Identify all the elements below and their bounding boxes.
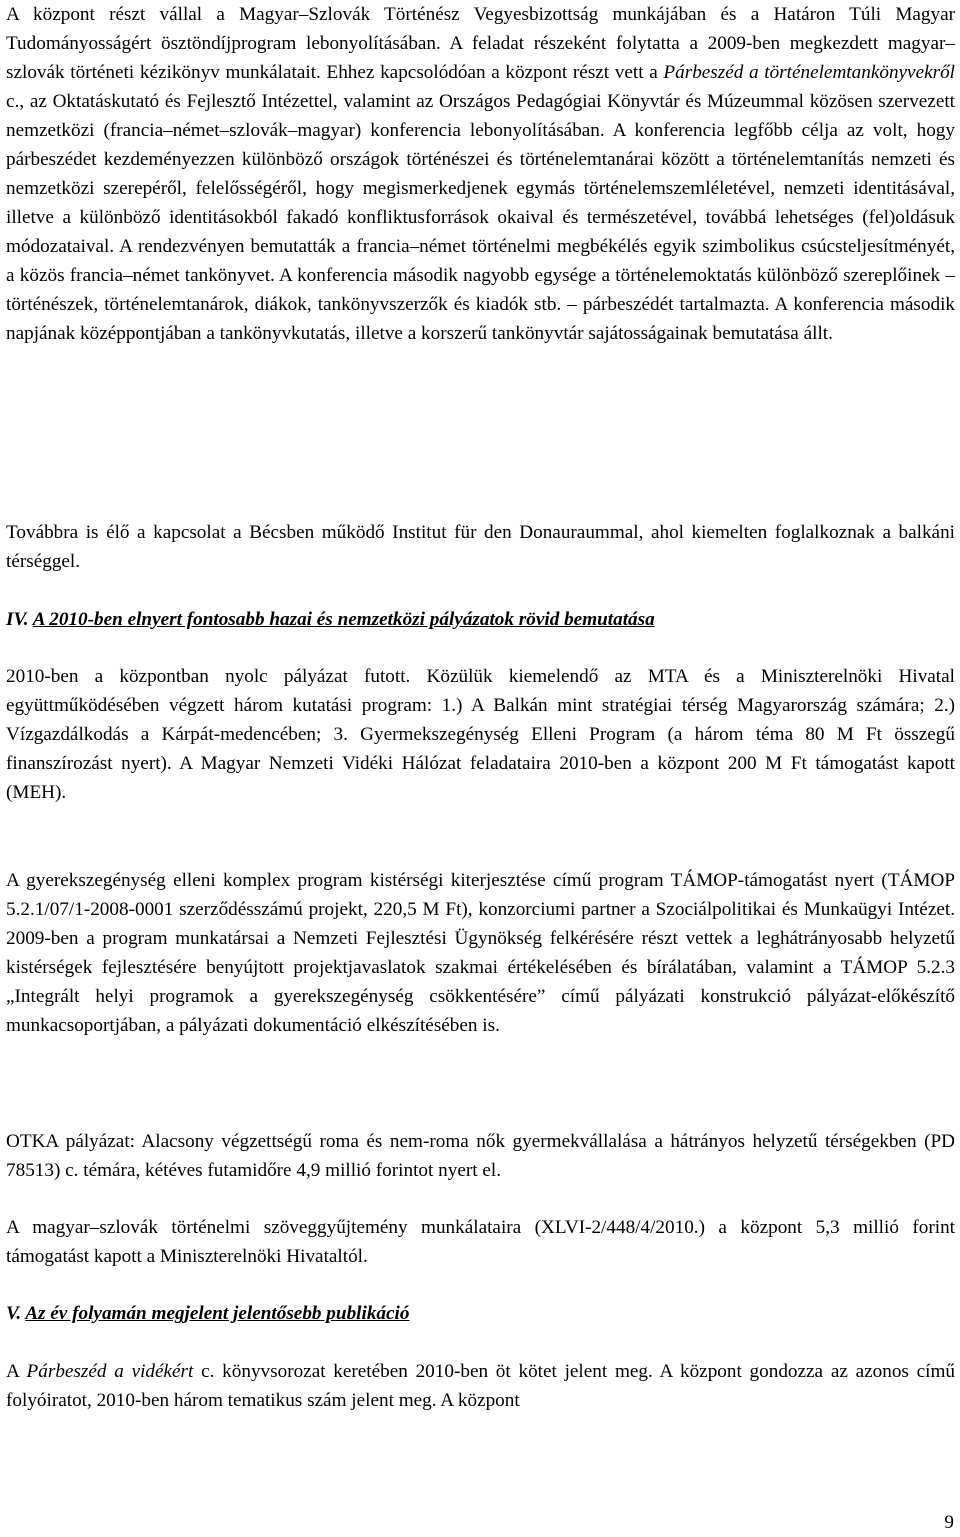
paragraph-applications: 2010-ben a központban nyolc pályázat futott. Közülük kiemelendő az MTA és a Miniszterelnöki Hivatal együttműködésében végzett három kutatási program: 1.) A Balkán mint stratégiai térség Magyarország számára; 2.) Vízgazdálkodás a Kárpát-medencében; 3. Gyermekszegénység Elleni Program (a három téma 80 M Ft összegű finanszírozást nyert). A Magyar Nemzeti Vidéki Hálózat feladataira 2010-ben a központ 200 M Ft támogatást kapott (MEH). — [6, 666, 955, 803]
paragraph-otka: OTKA pályázat: Alacsony végzettségű roma és nem-roma nők gyermekvállalása a hátrányos helyzetű térségekben (PD 78513) c. témára, kétéves futamidőre 4,9 millió forintot nyert el. — [6, 1131, 955, 1181]
section-number: IV. — [6, 609, 29, 630]
paragraph-tamop: A gyerekszegénység elleni komplex program kistérségi kiterjesztése című program TÁMOP-támogatást nyert (TÁMOP 5.2.1/07/1-2008-0001 szerződésszámú projekt, 220,5 M Ft), konzorciumi partner a Szociálpolitikai és Munkaügyi Intézet. 2009-ben a program munkatársai a Nemzeti Fejlesztési Ügynökség felkérésére részt vettek a leghátrányosabb helyzetű kistérségek fejlesztésére benyújtott projektjavaslatok szakmai értékelésében és bírálatában, valamint a TÁMOP 5.2.3 „Integrált helyi programok a gyerekszegénység csökkentésére” című pályázati konstrukció pályázat-előkészítő munkacsoportjában, a pályázati dokumentáció elkészítésében is. — [6, 870, 955, 1036]
paragraph-conference — [6, 0, 955, 348]
section-heading-iv — [6, 605, 655, 634]
italic-title: Párbeszéd a vidékért — [26, 1361, 194, 1382]
section-title: A 2010-ben elnyert fontosabb hazai és nemzetközi pályázatok rövid bemutatása — [32, 609, 655, 630]
paragraph-publications — [6, 1357, 955, 1415]
paragraph-sourcebook: A magyar–szlovák történelmi szöveggyűjtemény munkálataira (XLVI-2/448/4/2010.) a központ 5,3 millió forint támogatást kapott a Miniszterelnöki Hivataltól. — [6, 1217, 955, 1267]
page-number: 9 — [944, 1512, 954, 1533]
section-title: Az év folyamán megjelent jelentősebb publikáció — [25, 1303, 410, 1324]
section-number: V. — [6, 1303, 22, 1324]
paragraph-text: c., az Oktatáskutató és Fejlesztő Intézettel, valamint az Országos Pedagógiai Könyvtár és Múzeummal közösen szervezett nemzetközi (francia–német–szlovák–magyar) konferencia lebonyolításában. A konferencia legfőbb célja az volt, hogy párbeszédet kezdeményezzen különböző országok történészei és történelemtanárai között a történelemtanítás nemzeti és nemzetközi szerepéről, felelősségéről, hogy megismerkedjenek egymás történelemszemléletével, nemzeti identitásával, illetve a különböző identitásokból fakadó konfliktusforrások okaival és természetével, továbbá lehetséges (fel)oldásuk módozataival. A rendezvényen bemutatták a francia–német történelmi megbékélés egyik szimbolikus csúcsteljesítményét, a közös francia–német tankönyvet. A konferencia második nagyobb egysége a történelemoktatás különböző szereplőinek – történészek, történelemtanárok, diákok, tankönyvszerzők és kiadók stb. – párbeszédét tartalmazta. A konferencia második napjának középpontjában a tankönyvkutatás, illetve a korszerű tankönyvtár sajátosságainak bemutatása állt. — [6, 91, 955, 344]
paragraph-vienna: Továbbra is élő a kapcsolat a Bécsben működő Institut für den Donauraummal, ahol kiemelten foglalkoznak a balkáni térséggel. — [6, 522, 955, 572]
paragraph-text: A — [6, 1361, 27, 1382]
paragraph-text: c. könyvsorozat keretében 2010-ben öt kötet jelent meg. A központ gondozza az azonos című folyóiratot, 2010-ben három tematikus szám jelent meg. A központ — [6, 1361, 955, 1411]
section-heading-v — [6, 1299, 409, 1328]
paragraph-text: A központ részt vállal a Magyar–Szlovák Történész Vegyesbizottság munkájában és a Határon Túli Magyar Tudományosságért ösztöndíjprogram lebonyolításában. A feladat részeként folytatta a 2009-ben megkezdett magyar–szlovák történeti kézikönyv munkálatait. Ehhez kapcsolódóan a központ részt vett a — [6, 4, 955, 83]
italic-title: Párbeszéd a történelemtankönyvekről — [663, 62, 955, 83]
